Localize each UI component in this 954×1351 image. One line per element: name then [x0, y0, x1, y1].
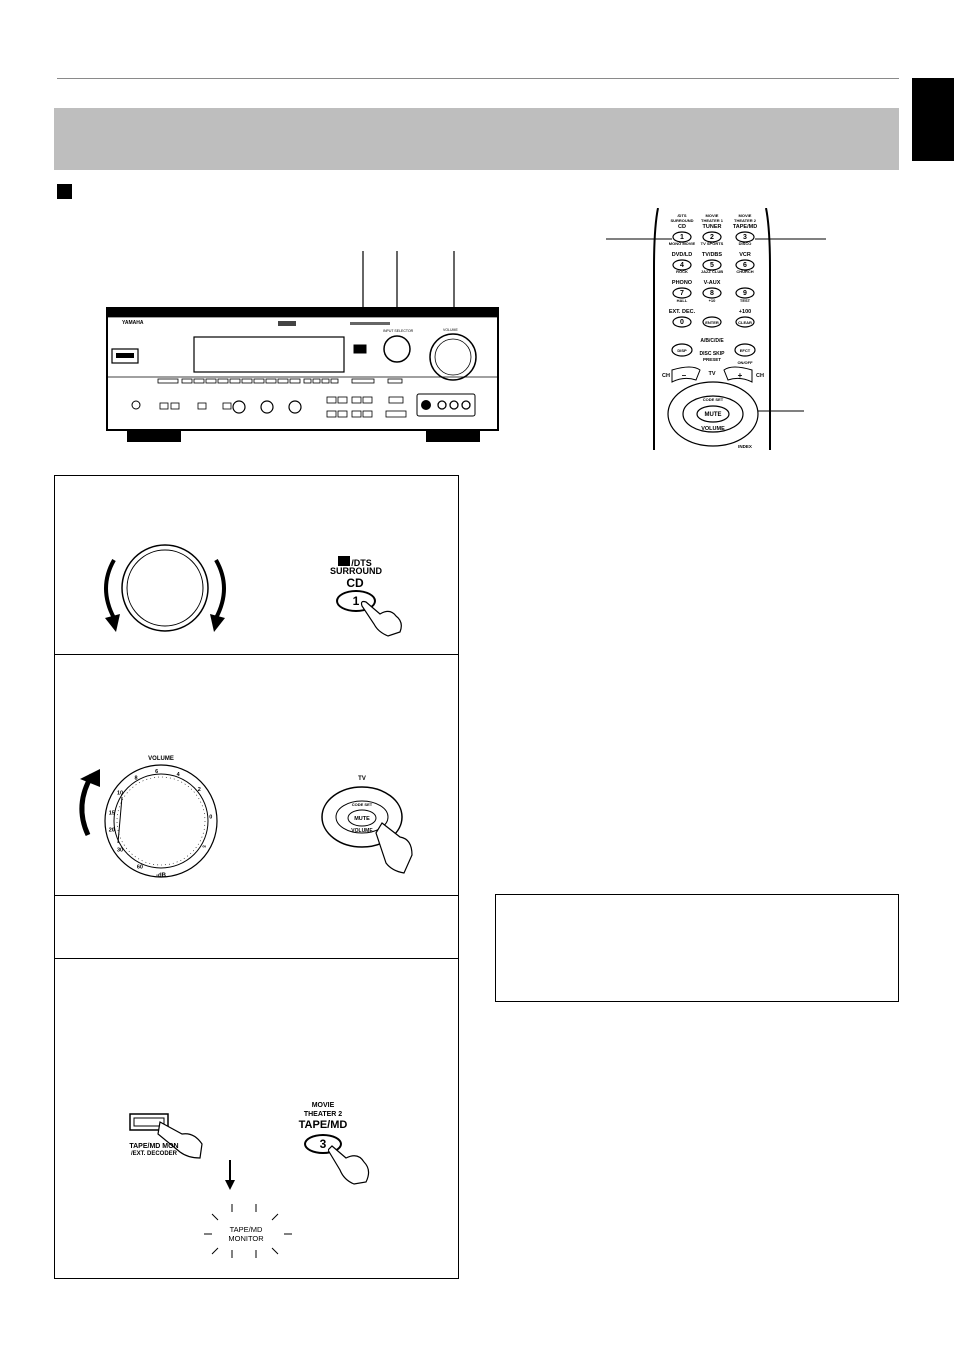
remote-key-main-label: TAPE/MD	[732, 224, 758, 230]
remote-key-main-label: DVD/LD	[671, 252, 693, 258]
remote-key-top-label: MONO MOVIE	[668, 241, 696, 246]
volume-scale-label: 15	[108, 810, 115, 817]
volume-scale-label: 20	[108, 827, 115, 834]
remote-key-number: 0	[680, 319, 684, 326]
remote-key-top-label: TEST	[739, 298, 751, 303]
tape-md-monitor-button	[354, 345, 366, 353]
remote-key-top-label: SURROUND	[670, 218, 694, 223]
subsection-marker	[57, 184, 72, 199]
section-banner	[54, 108, 899, 170]
efct-label: EFCT	[739, 348, 751, 353]
volume-db-label: -dB	[156, 873, 166, 879]
remote-key-top-label: ROCK	[676, 269, 688, 274]
key-1: 1	[336, 590, 376, 612]
input-selector-knob	[384, 336, 410, 362]
svg-text:VOLUME: VOLUME	[443, 328, 458, 332]
pointing-hand-icon	[360, 592, 410, 638]
monitor-button-label: TAPE/MD MON	[129, 1143, 179, 1150]
remote-key-main-label: +100	[738, 309, 752, 315]
volume-knob	[430, 334, 476, 380]
remote-key-top-label: MOVIE	[738, 213, 752, 218]
remote-key-number: CLEAR	[738, 320, 752, 325]
receiver-foot-right	[426, 430, 480, 442]
volume-scale-label: 8	[134, 775, 138, 782]
mute-label: MUTE	[704, 412, 722, 418]
remote-key-main-label: TUNER	[702, 224, 722, 230]
remote-key-number: 1	[680, 234, 684, 241]
volume-scale-label: 60	[136, 864, 143, 871]
svg-text:MONITOR: MONITOR	[228, 1234, 264, 1243]
remote-key-number: 4	[680, 262, 684, 269]
remote-key-number: 2	[710, 234, 714, 241]
remote-key-top-label: MOVIE	[705, 213, 719, 218]
svg-text:MUTE: MUTE	[354, 816, 370, 822]
svg-text:VOLUME: VOLUME	[148, 756, 174, 762]
remote-key-top-label: THEATER 2	[734, 218, 756, 223]
receiver-brand: YAMAHA	[122, 320, 144, 326]
plus-label: +	[737, 371, 743, 380]
remote-key-top-label: +10	[708, 298, 716, 303]
svg-text:TAPE/MD: TAPE/MD	[229, 1225, 263, 1234]
dolby-icon	[338, 556, 350, 566]
key-3: 3	[304, 1134, 342, 1154]
remote-key-top-label: TV SPORTS	[700, 241, 724, 246]
remote-key-number: 5	[710, 262, 714, 269]
remote-key-top-label: HALL	[676, 298, 688, 303]
remote-key-number: 3	[743, 234, 747, 241]
remote-cd-key-illustration: /DTS SURROUND CD 1	[330, 556, 410, 646]
remote-key-main-label: CD	[678, 224, 686, 230]
remote-key-main-label: V-AUX	[703, 280, 721, 286]
input-selector-dial	[90, 540, 240, 640]
remote-key-top-label: /DTS	[677, 213, 687, 218]
remote-tape-key-illustration: MOVIE THEATER 2 TAPE/MD 3	[290, 1100, 380, 1200]
on-off-label: ON/OFF	[737, 360, 753, 365]
remote-key-top-label: JAZZ CLUB	[700, 269, 724, 274]
remote-key-main-label: VCR	[739, 252, 751, 258]
remote-key-top-label: DISCO	[738, 241, 752, 246]
step-3-panel	[54, 895, 459, 959]
volume-scale-label: ∞	[202, 844, 207, 850]
minus-label: –	[681, 371, 687, 380]
rotate-right-arrow	[216, 560, 224, 618]
index-label: INDEX	[738, 444, 752, 449]
tv-label: TV	[708, 371, 716, 377]
volume-scale-label: 0	[209, 814, 213, 821]
volume-scale-label: 4	[176, 772, 180, 778]
remote-key-number: ENTER	[705, 320, 719, 325]
svg-text:TV: TV	[358, 776, 366, 782]
remote-key-number: 7	[680, 290, 684, 297]
remote-key-main-label: EXT. DEC.	[668, 309, 696, 315]
remote-key-number: 8	[710, 290, 714, 297]
rotate-up-arrow	[82, 775, 92, 835]
remote-key-number: 9	[743, 290, 747, 297]
receiver-foot-left	[127, 430, 181, 442]
remote-key-main-label: TV/DBS	[701, 252, 723, 258]
remote-key-top-label: THEATER 1	[701, 218, 723, 223]
remote-volume-illustration	[320, 775, 430, 885]
display-window	[194, 337, 344, 372]
ch-right-label: CH	[756, 373, 764, 379]
language-tab	[912, 78, 954, 161]
volume-label: VOLUME	[701, 426, 725, 432]
pointing-hand-icon	[328, 1138, 378, 1188]
remote-key-top-label: CHURCH	[736, 269, 754, 274]
monitor-indicator-illustration	[200, 1158, 300, 1268]
volume-scale-label: 10	[116, 790, 124, 797]
rotate-left-arrow	[106, 560, 114, 618]
disp-label: DISP	[677, 348, 687, 353]
note-box	[495, 894, 899, 1002]
monitor-button-label-2: /EXT. DECODER	[130, 1151, 177, 1157]
volume-scale-label: 30	[116, 847, 124, 854]
ch-left-label: CH	[662, 373, 670, 379]
remote-control	[600, 208, 840, 452]
abcde-label: A/B/C/D/E	[700, 338, 724, 344]
receiver-front-panel	[100, 245, 510, 445]
disc-skip-label: DISC SKIP	[699, 351, 725, 357]
code-set-label: CODE SET	[702, 397, 724, 402]
svg-text:CODE SET: CODE SET	[351, 802, 373, 807]
volume-dial	[70, 745, 240, 885]
svg-text:VOLUME: VOLUME	[351, 828, 373, 834]
volume-scale-label: 2	[197, 786, 201, 793]
remote-key-main-label: PHONO	[671, 280, 693, 286]
remote-key-number: 6	[743, 262, 747, 269]
preset-label: PRESET	[702, 357, 722, 362]
svg-text:INPUT SELECTOR: INPUT SELECTOR	[383, 329, 414, 333]
volume-scale-label: 6	[155, 769, 159, 776]
header-rule	[57, 78, 899, 79]
